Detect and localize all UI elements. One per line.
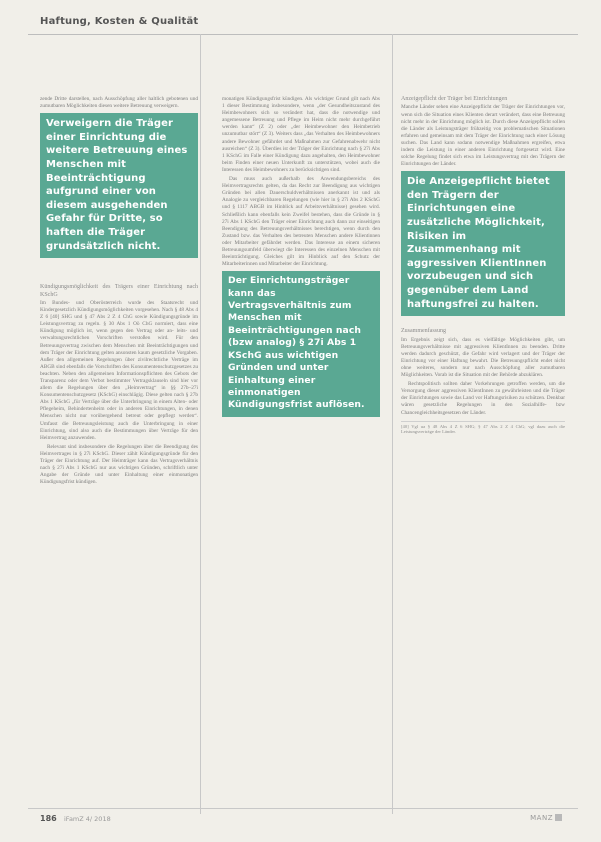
paragraph: Im Ergebnis zeigt sich, dass es vielfältige Möglichkeiten gibt, um Betreuungsverhältnisse mit aggressiven KlientInnen zu beenden. Dritte werden dadurch geschützt, die Gefahr wird verlagert und der Träger der Einrichtung vor einer Haftung bewahrt. Die Betreuungspflicht endet nicht ohne weiteres, sondern nur nach Ausschöpfung aller zumutbaren Möglichkeiten. Vorab ist die Situation mit der Behörde abzuklären. <box>401 336 565 379</box>
running-title: Haftung, Kosten & Qualität <box>40 16 199 27</box>
paragraph: Relevant sind insbesondere die Regelungen über die Beendigung des Heimvertrages in § 27i KSchG. Dieser zählt Kündigungsgründe für den Träger der Einrichtung auf. Der Heimträger kann das Vertragsverhältnis nach § 27i Abs 1 KSchG nur aus wichtigen Gründen, schriftlich unter Angabe der Gründe und unter Einhaltung einer einmonatigen Kündigungsfrist kündigen. <box>40 443 198 486</box>
pull-quote: Der Einrichtungsträger kann das Vertragsverhältnis zum Menschen mit Beeinträchtigungen nach (bzw analog) § 27i Abs 1 KSchG aus wichtigen Gründen und unter Einhaltung einer einmonatigen Kündigungsfrist auflösen. <box>222 271 380 416</box>
pull-quote: Die Anzeigepflicht bietet den Trägern der Einrichtungen eine zusätzliche Möglichkeit, Risiken im Zusammenhang mit aggressiven KlientInnen vorzubeugen und sich gegenüber dem Land haftungsfrei zu halten. <box>401 171 565 316</box>
journal-issue: iFamZ 4/ 2018 <box>64 815 111 823</box>
paragraph: zende Dritte darstellen, nach Ausschöpfung aller haltlich gebotenen und zumutbaren Möglichkeiten diesen weitere Betreuung verweigern. <box>40 96 198 110</box>
column-middle <box>222 96 380 429</box>
section-heading: Anzeigepflicht der Träger bei Einrichtungen <box>401 96 508 102</box>
page-number: 186 <box>40 814 57 823</box>
column-left <box>40 96 198 488</box>
paragraph: Im Bundes- und Oberösterreich wurde des Staatsrecht und Kindergesetzlich Kündigungsmöglichkeiten vorgesehen. Nach § 48 Abs 4 Z 6 [40] SHG und § 47 Abs 2 Z 4 ChG sowie Kündigungsgründe im Leistungsvertrag zu regeln. § 30 Abs 1 Oö ChG normiert, dass eine Kündigung möglich ist, wenn gegen den Vertrag oder an- leits- und verwaltungsrechtlichen Vorschriften verstoßen wird. Für den Betreuungsvertrag zwischen dem Menschen mit Beeinträchtigungen und dem Träger der Einrichtung gelten ansonsten kaum gesetzliche Vorgaben. Außer den allgemeinen Regelungen über zivilrechtliche Verträge im ABGB sind ebenfalls die Vorschriften des Konsumentenschutzgesetzes zu beachten. Neben den allgemeinen Informationspflichten des Gebots der Transparenz oder dem Verbot bestimmter Vertragsklauseln sind hier vor allem die Regelungen über den „Heimvertrag“ in §§ 27b–27i Konsumentenschutzgesetz (KSchG) einschlägig. Diese gelten nach § 27b Abs 1 KSchG „für Verträge über die Unterbringung in einem Alten- oder Pflegeheim, Behindertenheim oder in anderen Einrichtungen, in denen Menschen nicht nur vorübergehend betreut oder gepflegt werden“. Umfasst die Betreuungsleistung auch die Unterbringung in einer Einrichtung, sind also auch die Bestimmungen über Verträge für den Heimvertrag anzuwenden. <box>40 299 198 441</box>
column-right <box>401 96 565 435</box>
page-footer <box>28 808 578 829</box>
publisher-name: MANZ <box>530 814 553 822</box>
pull-quote: Verweigern die Träger einer Einrichtung die weitere Betreuung eines Menschen mit Beeinträchtigung aufgrund einer von diesem ausgehenden Gefahr für Dritte, so haften die Träger grundsätzlich nicht. <box>40 113 198 258</box>
paragraph: Manche Länder sehen eine Anzeigepflicht der Träger der Einrichtungen vor, wenn sich die Situation eines Klienten derart verändert, dass eine Betreuung nicht mehr in der Einrichtung möglich ist. Durch diese Anzeigepflicht sollen die Länder als Leistungsträger frühzeitig von problematischen Situationen erfahren und gemeinsam mit dem Träger der Einrichtung nach einer Lösung suchen. Das Land kann sodann notwendige Maßnahmen ergreifen, etwa indem die Leistung in einer anderen Einrichtung fortgesetzt wird. Eine solche Regelung findet sich etwa im Leistungsvertrag mit den Trägern der Einrichtungen der Länder. <box>401 104 565 168</box>
footnote: [40] Vgl ua § 48 Abs 4 Z 6 SHG; § 47 Abs 2 Z 4 ChG; vgl dazu auch die Leistungsverträge der Länder. <box>401 421 565 436</box>
publisher-mark-icon <box>555 814 562 821</box>
page-header <box>28 8 578 35</box>
publisher-logo <box>530 814 562 822</box>
paragraph: Das muss auch außerhalb des Anwendungsbereichs des Heimvertragsrechts gelten, da das Recht zur Beendigung aus wichtigen Gründen bei allen Dauerschuldverhältnissen anerkannt ist und als Analogie zu vergleichbaren Regelungen (wie hier in § 27i Abs 2 KSchG und § 1117 ABGB im Hinblick auf Arbeitsverhältnisse) gesehen wird. Schließlich kann ebenfalls kein Zweifel bestehen, dass die Gründe in § 27i Abs 1 KSchG den Träger einer Einrichtung auch dann zur einseitigen Beendigung des Betreuungsverhältnisses berechtigen, wenn durch den Zustand bzw. das Verhalten des betreuten Menschen andere Klientinnen oder Mitarbeiter gefährdet werden. Das Interesse an einem sicheren Betreuungsumfeld überwiegt die Interessen des einzelnen Menschen mit Beeinträchtigung. Gleiches gilt im Hinblick auf den Schutz der Mitarbeiterinnen und Mitarbeiter der Einrichtung. <box>222 176 380 268</box>
paragraph: monatigen Kündigungsfrist kündigen. Als wichtiger Grund gilt nach Abs 1 dieser Bestimmung insbesondere, wenn „der Gesundheitszustand des Heimbewohners sich so verändert hat, dass die notwendige und angemessene Betreuung und Pflege im Heim nicht mehr durchgeführt werden kann“ (Z 2) oder „der Heimbewohner den Heimbetrieb unzumutbar stört“ (Z 3). Weiters dass „das Verhalten des Heimbewohners andere Bewohner gefährdet und Maßnahmen zur Gefahrenabwehr nicht ausreichen“ (Z 3). Überdies ist der Träger der Einrichtung nach § 27i Abs 1 KSchG im Falle einer Kündigung dazu angehalten, den Heimbewohner beim Finden einer neuen Unterkunft zu unterstützen, wobei auch die Interessen des Heimbewohners zu berücksichtigen sind. <box>222 96 380 173</box>
paragraph: Rechtspolitisch sollten daher Vorkehrungen getroffen werden, um die Versorgung dieser aggressiven KlientInnen zu gewährleisten und die Träger der Einrichtungen sowie das Land vor Haftungsrisiken zu schützen. Denkbar wären gesetzliche Regelungen in den Sozialhilfe- bzw Chancengleichheitsgesetzen der Länder. <box>401 381 565 416</box>
section-heading: Kündigungsmöglichkeit des Trägers einer Einrichtung nach KSchG <box>40 284 198 298</box>
section-heading: Zusammenfassung <box>401 328 446 335</box>
column-divider <box>392 34 393 814</box>
column-divider <box>200 34 201 814</box>
